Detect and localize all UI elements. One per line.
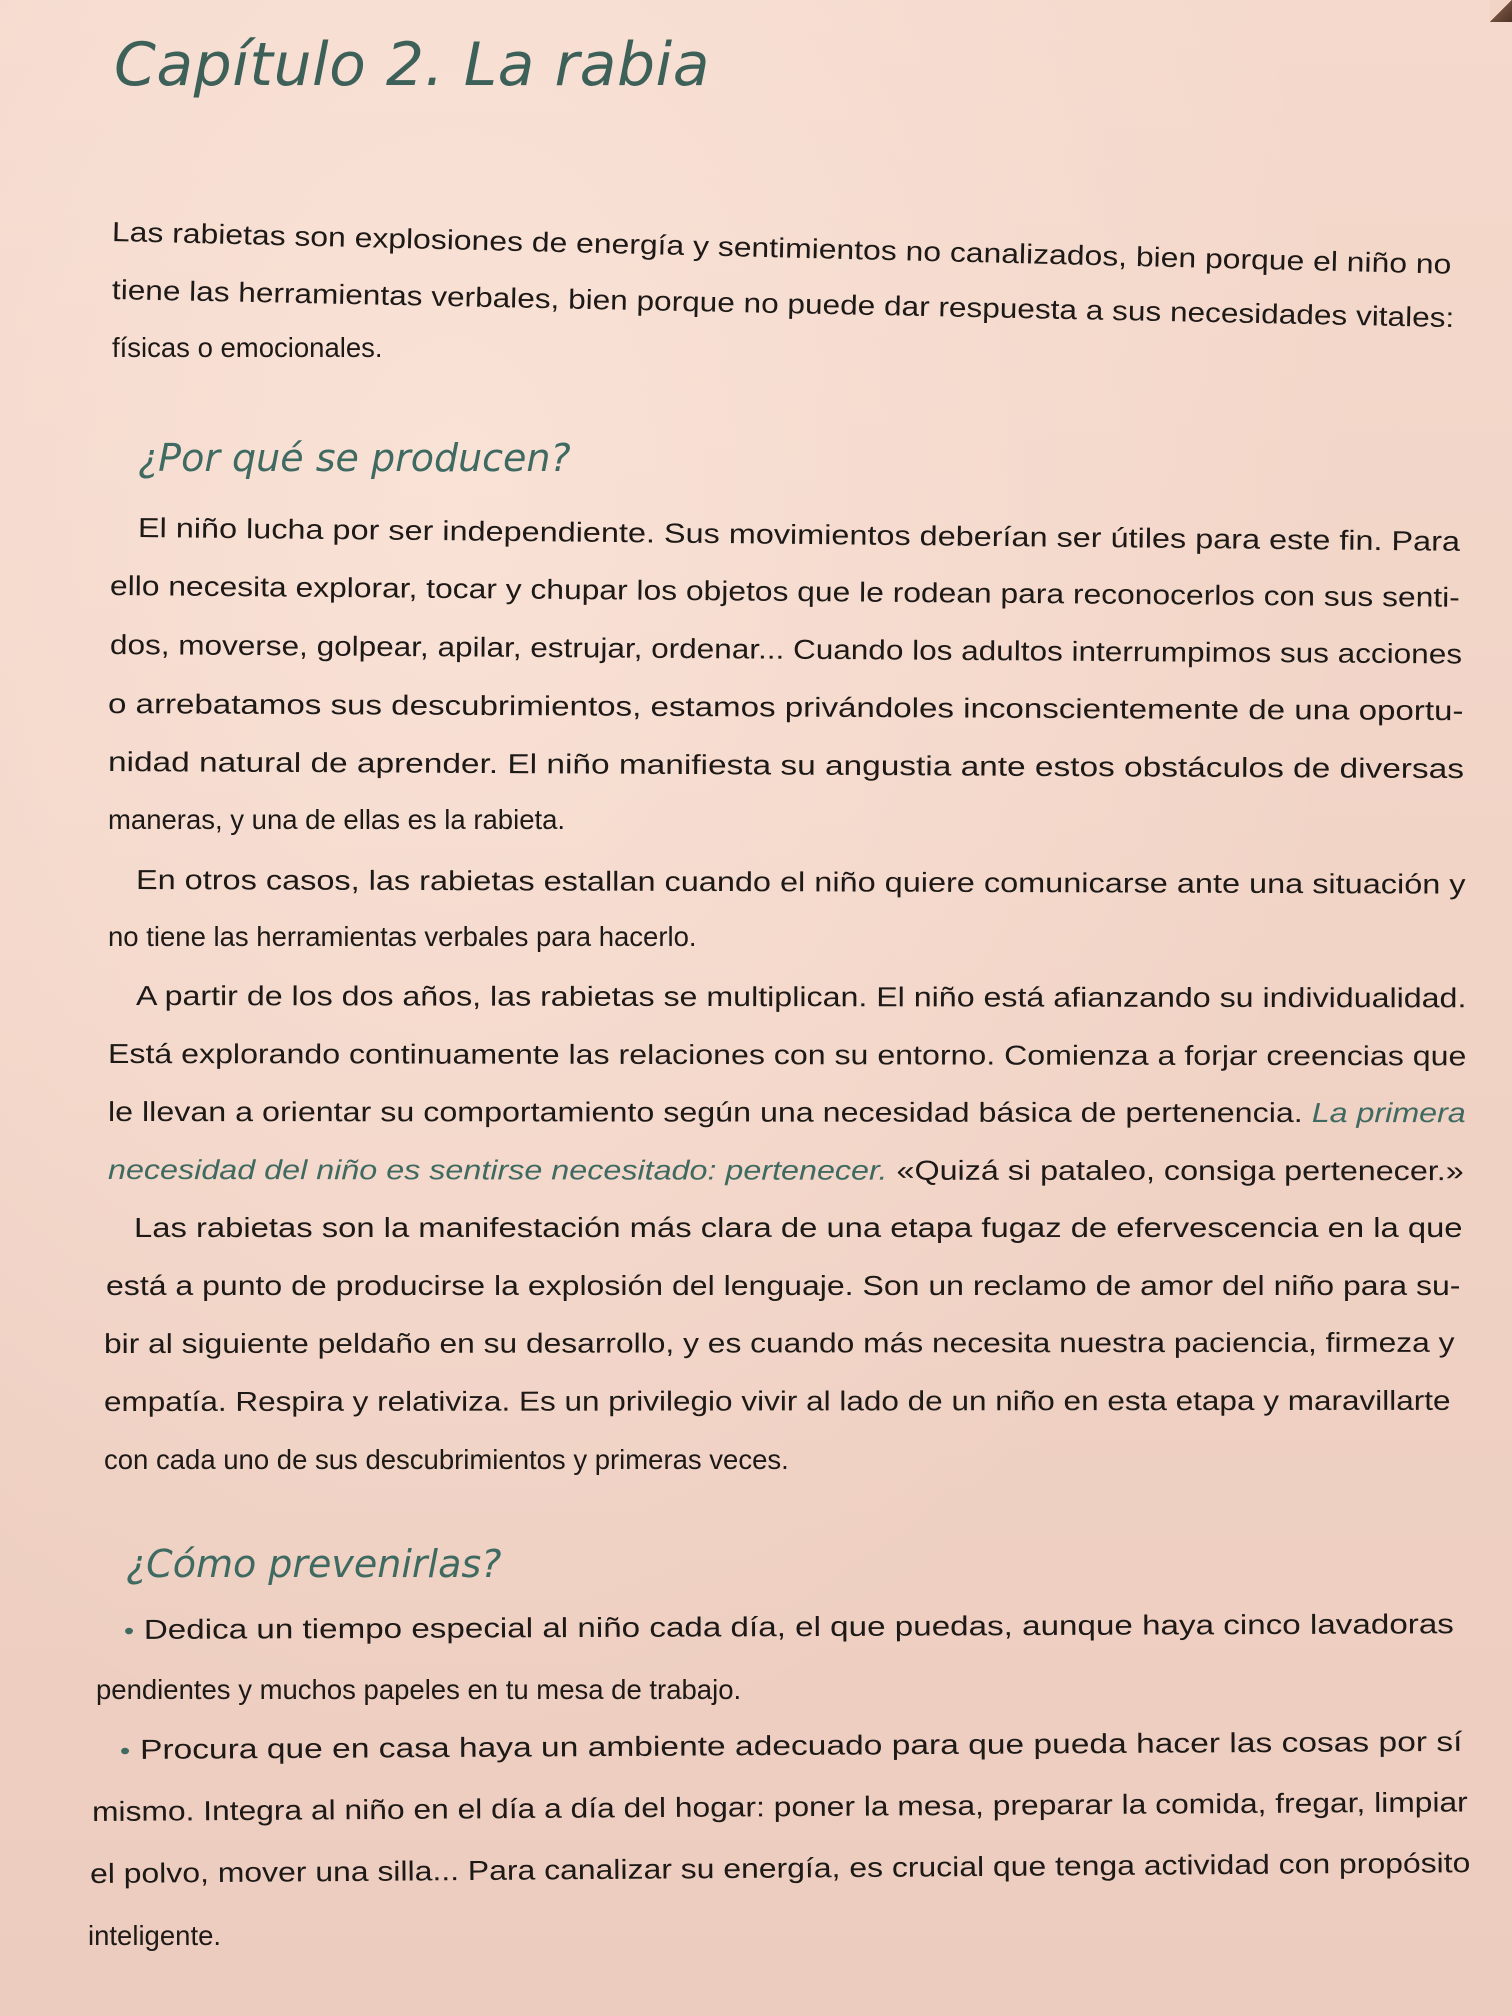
bullet-item-line (124, 1610, 1454, 1644)
bullet-item-line: el polvo, mover una silla... Para canalizar su energía, es crucial que tenga actividad con propósito (89, 1847, 1471, 1889)
paragraph-line: maneras, y una de ellas es la rabieta. (108, 804, 566, 835)
bullet-icon: • (123, 1617, 135, 1645)
paragraph-line: bir al siguiente peldaño en su desarrollo, y es cuando más necesita nuestra paciencia, firmeza y (103, 1326, 1455, 1359)
bullet-item-line: mismo. Integra al niño en el día a día del hogar: poner la mesa, preparar la comida, fregar, limpiar (91, 1786, 1468, 1827)
paragraph-line: con cada uno de sus descubrimientos y primeras veces. (104, 1444, 789, 1475)
bullet-text: Dedica un tiempo especial al niño cada día, el que puedas, aunque haya cinco lavadoras (143, 1608, 1454, 1645)
paragraph-line: ello necesita explorar, tocar y chupar los objetos que le rodean para reconocerlos con sus senti- (109, 570, 1460, 613)
paragraph-line: A partir de los dos años, las rabietas se multiplican. El niño está afianzando su individualidad. (135, 980, 1467, 1014)
paragraph-line-with-emphasis (108, 1098, 1466, 1127)
paragraph-line: nidad natural de aprender. El niño manifiesta su angustia ante estos obstáculos de diversas (107, 746, 1465, 785)
paragraph-line: empatía. Respira y relativiza. Es un privilegio vivir al lado de un niño en esta etapa y maravillarte (103, 1384, 1451, 1417)
chapter-title: Capítulo 2. La rabia (114, 30, 710, 100)
paragraph-line: En otros casos, las rabietas estallan cuando el niño quiere comunicarse ante una situación y (135, 864, 1466, 900)
emphasis-text: La primera (1311, 1097, 1466, 1129)
quote-text: «Quizá si pataleo, consiga pertenecer.» (896, 1154, 1464, 1187)
section-heading-why: ¿Por qué se producen? (138, 436, 571, 480)
paragraph-line: Está explorando continuamente las relaciones con su entorno. Comienza a forjar creencias que (107, 1038, 1467, 1072)
paragraph-line: Las rabietas son la manifestación más clara de una etapa fugaz de efervescencia en la que (134, 1212, 1463, 1243)
plain-text: le llevan a orientar su comportamiento según una necesidad básica de pertenencia. (107, 1096, 1303, 1129)
bullet-item-line (119, 1725, 1463, 1765)
bullet-item-line: pendientes y muchos papeles en tu mesa de trabajo. (96, 1674, 742, 1705)
paragraph-line-with-emphasis (108, 1156, 1464, 1185)
page-corner-shadow (1490, 0, 1512, 22)
paragraph-line: no tiene las herramientas verbales para hacerlo. (108, 921, 697, 952)
bullet-text: Procura que en casa haya un ambiente adecuado para que pueda hacer las cosas por sí (139, 1725, 1463, 1765)
paragraph-line: está a punto de producirse la explosión del lenguaje. Son un reclamo de amor del niño para su- (106, 1270, 1461, 1301)
section-heading-prevent: ¿Cómo prevenirlas? (126, 1542, 502, 1586)
paragraph-line: dos, moverse, golpear, apilar, estrujar, ordenar... Cuando los adultos interrumpimos sus acciones (109, 629, 1463, 670)
bullet-icon: • (119, 1737, 131, 1765)
intro-line: tiene las herramientas verbales, bien porque no puede dar respuesta a sus necesidades vitales: (111, 274, 1455, 334)
paragraph-line: El niño lucha por ser independiente. Sus movimientos deberían ser útiles para este fin. Para (137, 512, 1461, 557)
intro-line: Las rabietas son explosiones de energía y sentimientos no canalizados, bien porque el niño no (111, 216, 1452, 280)
emphasis-text: necesidad del niño es sentirse necesitado: pertenecer. (107, 1154, 888, 1186)
intro-line: físicas o emocionales. (112, 332, 383, 363)
paragraph-line: o arrebatamos sus descubrimientos, estamos privándoles inconscientemente de una oportu- (107, 688, 1464, 727)
bullet-item-line: inteligente. (88, 1920, 222, 1951)
